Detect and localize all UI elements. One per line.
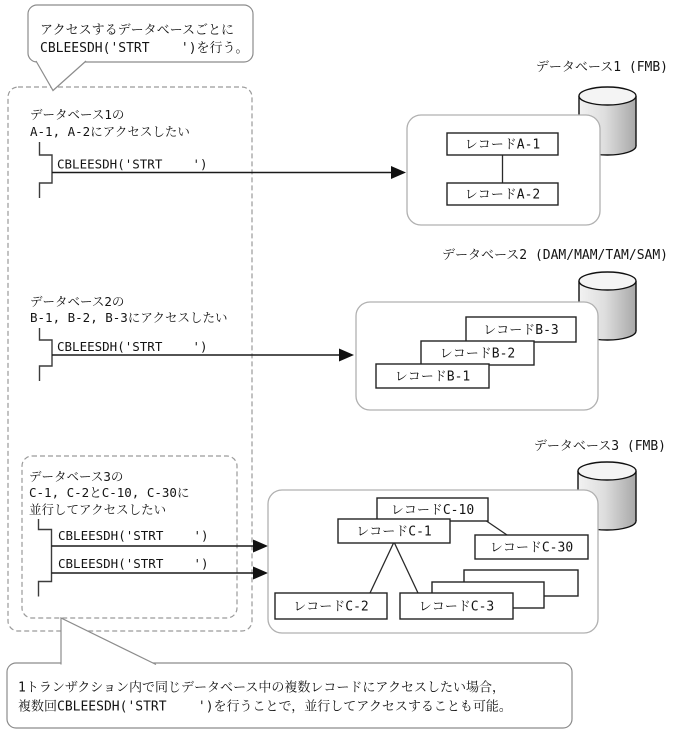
database2-label: データベース2 (DAM/MAM/TAM/SAM) (441, 248, 668, 263)
bottom-callout-text-line1: 1トランザクション内で同じデータベース中の複数レコードにアクセスしたい場合， (18, 680, 506, 696)
record-label-c10: レコードC-10 (390, 503, 475, 518)
section3-call2-label: CBLEESDH('STRT ') (58, 556, 209, 571)
record-label-b2: レコードB-2 (439, 346, 516, 362)
section3-text-line3: 並行してアクセスしたい (29, 502, 167, 517)
cylinder-top (578, 462, 636, 480)
cylinder-top (579, 87, 636, 105)
cylinder-top (579, 272, 636, 290)
section-db1 (30, 107, 406, 198)
section3-text-line2: C-1, C-2とC-10, C-30に (29, 485, 190, 500)
record-label-c2: レコードC-2 (293, 599, 369, 615)
record-label-c30: レコードC-30 (489, 540, 574, 556)
section3-text-line1: データベース3の (29, 469, 124, 484)
record-label-b1: レコードB-1 (394, 369, 471, 385)
record-label-b3: レコードB-3 (483, 323, 559, 338)
section3-call1-label: CBLEESDH('STRT ') (58, 528, 209, 543)
database1-record-container (407, 115, 600, 225)
section1-arrowhead-icon (391, 166, 406, 179)
section1-call-label: CBLEESDH('STRT ') (57, 156, 208, 172)
section3-arrowhead1-icon (253, 540, 268, 553)
section2-call-label: CBLEESDH('STRT ') (57, 339, 208, 354)
top-callout-text-line1: アクセスするデータベースごとに (40, 23, 234, 38)
section-db2 (30, 294, 354, 381)
section2-text-line1: データベース2の (30, 294, 125, 309)
database1-label: データベース1 (FMB) (535, 60, 668, 75)
section1-text-line2: A-1, A-2にアクセスしたい (30, 124, 190, 139)
record-label-c3: レコードC-3 (418, 599, 495, 615)
bottom-callout-bubble (7, 663, 572, 728)
database3-label: データベース3 (FMB) (533, 439, 666, 454)
section2-text-line2: B-1, B-2, B-3にアクセスしたい (30, 310, 228, 325)
section2-arrowhead-icon (339, 349, 354, 362)
section3-call-bracket (39, 519, 52, 597)
section1-text-line1: データベース1の (30, 107, 125, 122)
top-callout (28, 5, 253, 91)
record-label-a1: レコードA-1 (464, 137, 541, 153)
record-label-a2: レコードA-2 (464, 187, 541, 203)
database-2 (356, 248, 668, 410)
bottom-callout-text-line2: 複数回CBLEESDH('STRT ')を行うことで，並行してアクセスすることも可能。 (18, 699, 512, 715)
record-label-c1: レコードC-1 (356, 524, 432, 540)
database-1 (407, 60, 668, 225)
top-callout-tail-fill (36, 61, 86, 91)
bottom-callout (7, 618, 572, 728)
section3-arrowhead2-icon (253, 567, 268, 580)
database-3 (268, 439, 666, 633)
section1-call-bracket (40, 142, 53, 198)
section-db3 (29, 469, 268, 597)
section2-call-bracket (40, 328, 53, 381)
top-callout-text-line2: CBLEESDH('STRT ')を行う。 (40, 41, 249, 56)
